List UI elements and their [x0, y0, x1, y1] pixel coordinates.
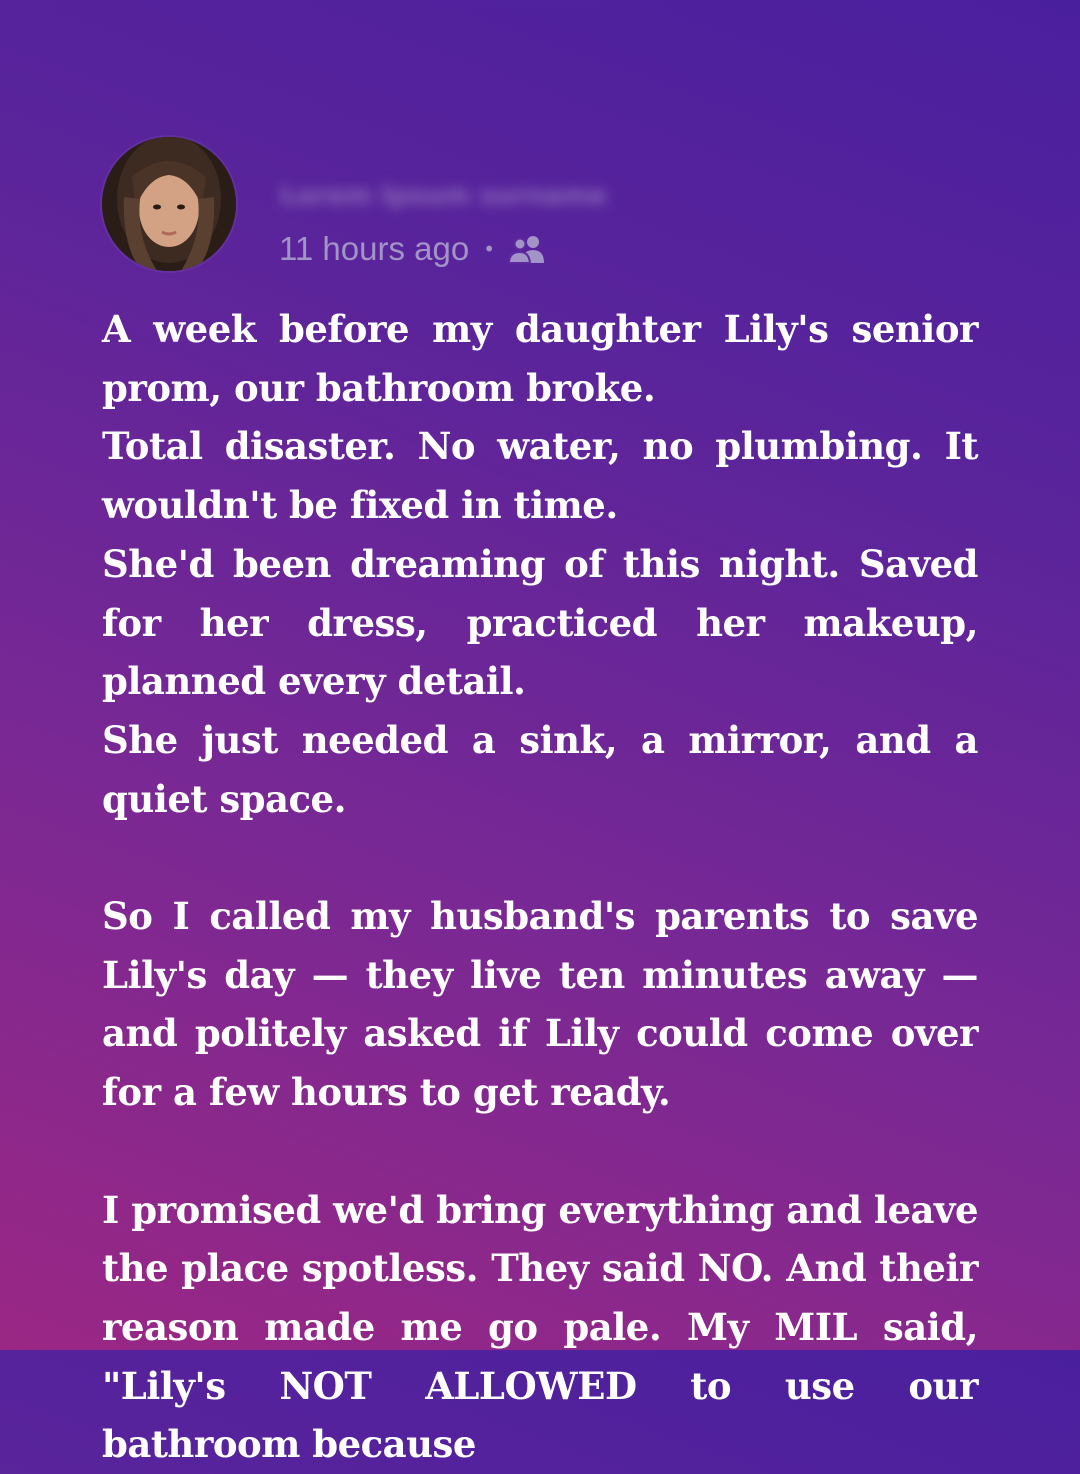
author-name[interactable]: Lorem Ipsum surname	[280, 181, 608, 211]
avatar[interactable]	[102, 137, 236, 271]
post-body	[102, 300, 978, 1474]
paragraph-spacer	[102, 1122, 978, 1181]
post-paragraph: So I called my husband's parents to save Lily's day — they live ten minutes away — and politely asked if Lily could come over for a few hours to get ready.	[102, 894, 978, 1115]
post-paragraph: She'd been dreaming of this night. Saved for her dress, practiced her makeup, planned every detail.	[102, 541, 978, 704]
post-paragraph: A week before my daughter Lily's senior prom, our bathroom broke.	[102, 307, 978, 410]
meta-separator: •	[483, 237, 495, 261]
avatar-image	[102, 137, 236, 271]
paragraph-spacer	[102, 828, 978, 887]
post-meta	[279, 227, 547, 271]
friends-icon[interactable]	[507, 233, 547, 265]
post-time[interactable]: 11 hours ago	[279, 230, 470, 267]
post-header	[102, 137, 802, 273]
post-paragraph: Total disaster. No water, no plumbing. It wouldn't be fixed in time.	[102, 424, 978, 528]
post-paragraph: I promised we'd bring everything and leave the place spotless. They said NO. And their reason made me go pale. My MIL said, "Lily's NOT ALLOWED to use our bathroom because	[102, 1187, 978, 1467]
post-paragraph: She just needed a sink, a mirror, and a quiet space.	[102, 717, 978, 821]
